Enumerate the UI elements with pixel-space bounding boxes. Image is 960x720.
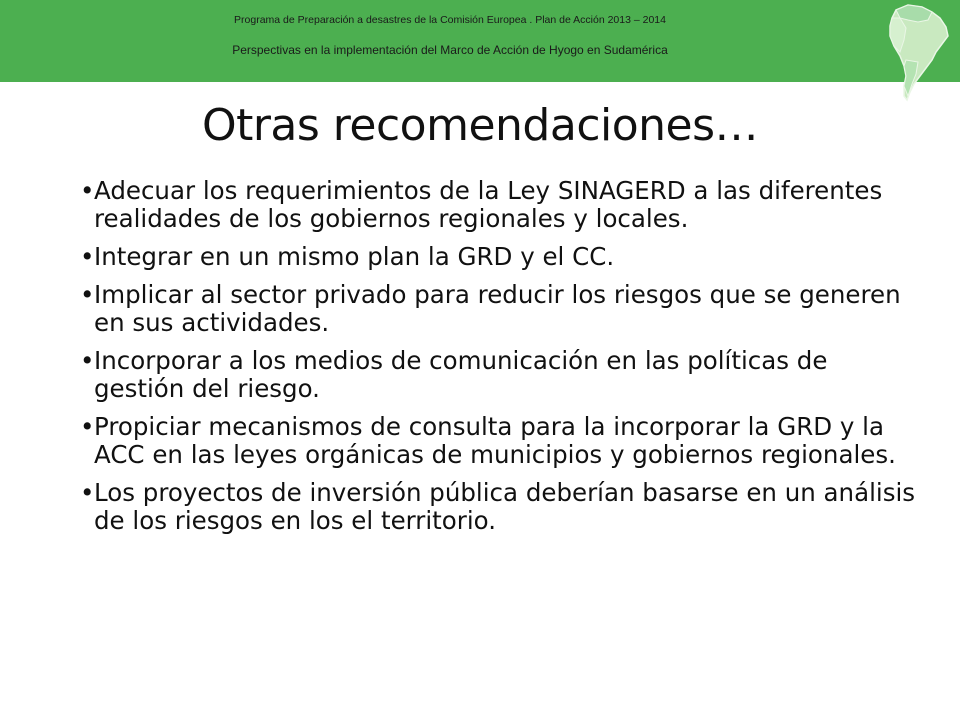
bullet-symbol: • xyxy=(80,176,95,205)
bullet-text: Incorporar a los medios de comunicación en las políticas de gestión del riesgo. xyxy=(94,346,828,403)
bullet-item xyxy=(80,281,920,337)
bullet-symbol: • xyxy=(80,242,95,271)
bullet-list xyxy=(80,177,920,545)
bullet-item xyxy=(80,243,920,271)
bullet-text: Integrar en un mismo plan la GRD y el CC. xyxy=(94,242,615,271)
bullet-text: Implicar al sector privado para reducir los riesgos que se generen en sus actividades. xyxy=(94,280,901,337)
header-subtitle: Perspectivas en la implementación del Marco de Acción de Hyogo en Sudamérica xyxy=(232,43,668,57)
bullet-text: Adecuar los requerimientos de la Ley SINAGERD a las diferentes realidades de los gobiernos regionales y locales. xyxy=(94,176,883,233)
program-line: Programa de Preparación a desastres de la Comisión Europea . Plan de Acción 2013 – 2014 xyxy=(234,14,666,26)
bullet-item xyxy=(80,347,920,403)
bullet-symbol: • xyxy=(80,412,95,441)
bullet-item xyxy=(80,413,920,469)
bullet-text: Propiciar mecanismos de consulta para la incorporar la GRD y la ACC en las leyes orgánicas de municipios y gobiernos regionales. xyxy=(94,412,896,469)
bullet-symbol: • xyxy=(80,346,95,375)
slide-title: Otras recomendaciones… xyxy=(201,100,759,151)
bullet-text: Los proyectos de inversión pública deberían basarse en un análisis de los riesgos en los el territorio. xyxy=(94,478,916,535)
header-band xyxy=(0,0,960,82)
bullet-item xyxy=(80,177,920,233)
south-america-map-icon xyxy=(882,0,956,104)
bullet-symbol: • xyxy=(80,280,95,309)
bullet-symbol: • xyxy=(80,478,95,507)
bullet-item xyxy=(80,479,920,535)
